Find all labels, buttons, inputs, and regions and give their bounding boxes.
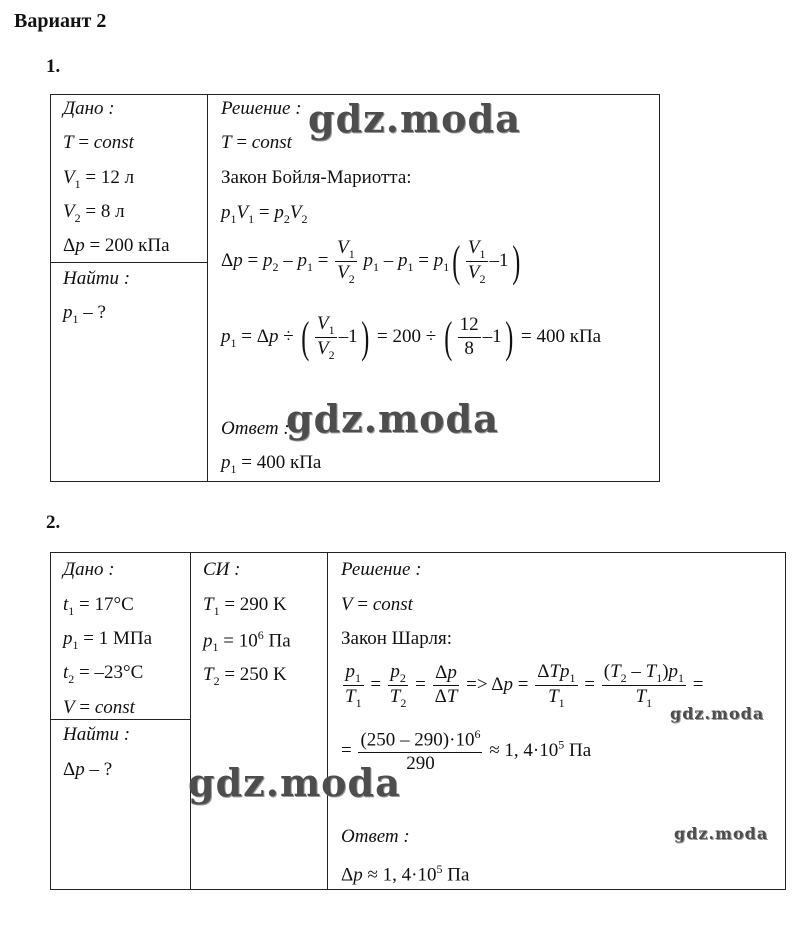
p2-eq1: $\frac{p_1}{T_1}$ = $\frac{p_2}{T_2}$ = $\frac{\Delta p}{\Delta T}$ => Δp = $\frac{\Delta Tp_1}{T_1}$ = $\frac{(T_2 - T_1)p_1}{T_1}$ = (345, 661, 704, 710)
p1-find-label: Найти : (63, 268, 131, 289)
p2-find-value: Δp – ? (63, 759, 113, 780)
p2-si-label: СИ : (203, 559, 241, 580)
p1-find-value: $p_1$ – ? (63, 302, 106, 326)
p1-law: Закон Бойля-Мариотта: (221, 167, 412, 188)
p2-law: Закон Шарля: (341, 628, 452, 649)
problem-2-number: 2. (46, 512, 61, 533)
p2-si-1: $T_1 = 290$ K (203, 594, 287, 618)
p2-given-3: $t_2 = -23^\circ C$ (63, 662, 144, 686)
p1-eq1: $p_1V_1 = p_2V_2$ (221, 202, 308, 226)
p1-eq2: $\Delta p = p_2 - p_1$ = $\frac{V_1}{V_2}$ $p_1 - p_1 = p_1$( $\frac{V_1}{V_2}$ –1) (221, 236, 520, 286)
watermark-3: gdz.moda (670, 704, 765, 723)
p2-answer-label: Ответ : (341, 826, 410, 847)
p2-solution-label: Решение : (341, 559, 422, 580)
watermark-2: gdz.moda (286, 396, 499, 441)
p2-eq2: = $\frac{(250 - 290)\cdot 10^6}{290}$ ≈ 1, $4\cdot 10^5$ Па (341, 727, 592, 775)
p1-given-3: $V_2 = 8$ л (63, 201, 125, 225)
p1-given-1: T = const (63, 132, 134, 153)
variant-title: Вариант 2 (14, 10, 107, 32)
p1-eq3: $p_1 = \Delta p$ ÷ ( $\frac{V_1}{V_2}$ –1) = 200 ÷ ( $\frac{12}{8}$ –1) = 400 кПа (221, 312, 602, 362)
watermark-5: gdz.moda (674, 824, 769, 843)
p1-answer: $p_1 = 400$ кПа (221, 452, 322, 476)
p2-given-2: $p_1 = 1$ МПа (63, 628, 153, 652)
p2-given-1: $t_1 = 17^\circ C$ (63, 594, 134, 618)
p2-given-4: V = const (63, 697, 135, 718)
p2-si-2: $p_1 = 10^6$ Па (203, 628, 291, 655)
p2-answer: Δp ≈ 1, $4\cdot 10^5$ Па (341, 862, 470, 886)
watermark-1: gdz.moda (308, 96, 521, 141)
p2-find-label: Найти : (63, 724, 131, 745)
problem-1-number: 1. (46, 56, 61, 77)
p2-solution-line1: V = const (341, 594, 413, 615)
watermark-4: gdz.moda (188, 760, 401, 805)
p1-solution-line1: T = const (221, 132, 292, 153)
p2-si-3: $T_2 = 250$ K (203, 664, 287, 688)
p2-given-label: Дано : (63, 559, 115, 580)
p1-given-4: Δp = 200 кПа (63, 235, 170, 256)
p1-given-label: Дано : (63, 98, 115, 119)
p1-solution-label: Решение : (221, 98, 302, 119)
p1-given-2: $V_1 = 12$ л (63, 167, 135, 191)
p1-answer-label: Ответ : (221, 418, 290, 439)
